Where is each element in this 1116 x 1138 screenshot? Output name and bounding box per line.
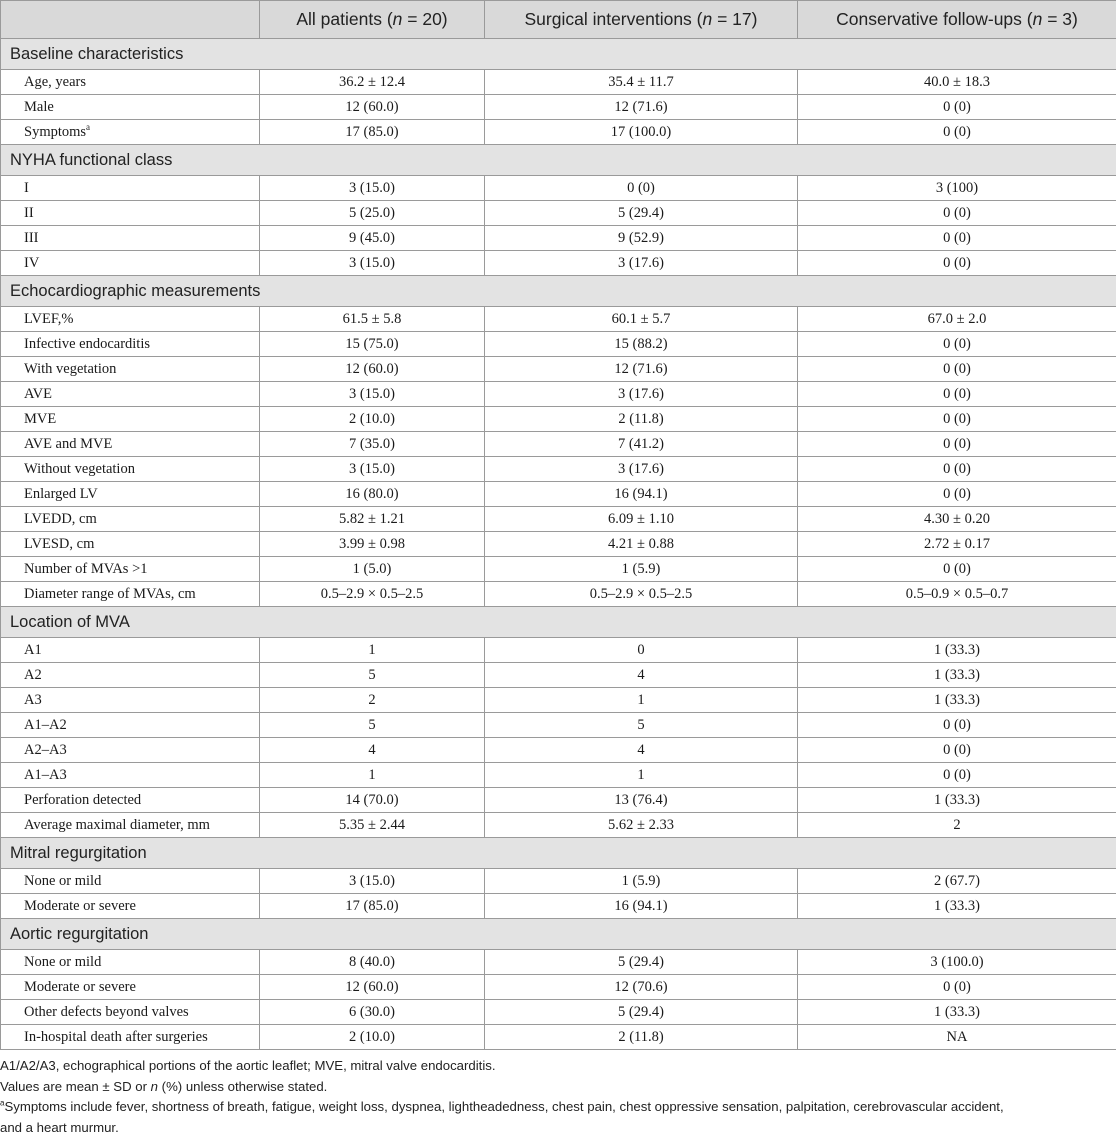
row-label [1, 582, 260, 607]
cell-conservative: 2 [798, 813, 1116, 838]
row-label [1, 532, 260, 557]
row-label [1, 407, 260, 432]
row-label-text: IV [24, 255, 39, 271]
table-footnotes [0, 1056, 1116, 1138]
cell-all-patients: 2 (10.0) [260, 1025, 485, 1050]
section-header-aortic [1, 919, 1116, 950]
section-header-echo [1, 276, 1116, 307]
row-label [1, 307, 260, 332]
cell-all-patients: 3 (15.0) [260, 869, 485, 894]
cell-surgical: 5.62 ± 2.33 [485, 813, 798, 838]
row-label [1, 201, 260, 226]
table-row [1, 251, 1116, 276]
cell-conservative: 1 (33.3) [798, 894, 1116, 919]
cell-conservative: 0 (0) [798, 357, 1116, 382]
cell-surgical: 2 (11.8) [485, 407, 798, 432]
row-label [1, 482, 260, 507]
row-label-text: Other defects beyond valves [24, 1004, 189, 1020]
cell-surgical: 4 [485, 663, 798, 688]
row-label [1, 869, 260, 894]
cell-conservative: 0 (0) [798, 557, 1116, 582]
row-label-text: A1 [24, 642, 42, 658]
cell-all-patients: 9 (45.0) [260, 226, 485, 251]
cell-all-patients: 36.2 ± 12.4 [260, 70, 485, 95]
table-row [1, 582, 1116, 607]
cell-surgical: 5 (29.4) [485, 1000, 798, 1025]
row-label-text: Average maximal diameter, mm [24, 817, 210, 833]
cell-surgical: 9 (52.9) [485, 226, 798, 251]
cell-all-patients: 15 (75.0) [260, 332, 485, 357]
header-conservative-follow-ups: Conservative follow-ups (n = 3) [798, 1, 1116, 39]
table-row [1, 688, 1116, 713]
row-label-text: Symptoms [24, 124, 86, 140]
row-label-text: None or mild [24, 873, 101, 889]
cell-conservative: 0 (0) [798, 382, 1116, 407]
cell-all-patients: 5 [260, 663, 485, 688]
row-label [1, 507, 260, 532]
table-row [1, 120, 1116, 145]
cell-conservative: 1 (33.3) [798, 638, 1116, 663]
section-title: Location of MVA [1, 607, 1116, 638]
cell-surgical: 16 (94.1) [485, 894, 798, 919]
table-row [1, 557, 1116, 582]
cell-surgical: 1 [485, 688, 798, 713]
cell-conservative: 0 (0) [798, 95, 1116, 120]
cell-conservative: 0 (0) [798, 251, 1116, 276]
section-title: NYHA functional class [1, 145, 1116, 176]
row-label [1, 357, 260, 382]
row-label [1, 457, 260, 482]
row-label [1, 638, 260, 663]
header-all-patients: All patients (n = 20) [260, 1, 485, 39]
cell-surgical: 0 (0) [485, 176, 798, 201]
cell-all-patients: 7 (35.0) [260, 432, 485, 457]
row-label [1, 713, 260, 738]
section-header-nyha [1, 145, 1116, 176]
cell-surgical: 0 [485, 638, 798, 663]
row-label-text: III [24, 230, 39, 246]
row-label-text: Enlarged LV [24, 486, 98, 502]
cell-surgical: 16 (94.1) [485, 482, 798, 507]
cell-all-patients: 3 (15.0) [260, 457, 485, 482]
row-label-text: Without vegetation [24, 461, 135, 477]
cell-all-patients: 1 (5.0) [260, 557, 485, 582]
cell-surgical: 6.09 ± 1.10 [485, 507, 798, 532]
cell-all-patients: 5 [260, 713, 485, 738]
table-row [1, 332, 1116, 357]
cell-conservative: 0 (0) [798, 226, 1116, 251]
row-label [1, 332, 260, 357]
row-label [1, 950, 260, 975]
cell-all-patients: 5.35 ± 2.44 [260, 813, 485, 838]
cell-conservative: 1 (33.3) [798, 688, 1116, 713]
row-label-text: A2 [24, 667, 42, 683]
table-row [1, 70, 1116, 95]
row-label [1, 975, 260, 1000]
table-row [1, 307, 1116, 332]
cell-conservative: 3 (100) [798, 176, 1116, 201]
cell-surgical: 1 (5.9) [485, 557, 798, 582]
header-blank-cell [1, 1, 260, 39]
cell-all-patients: 17 (85.0) [260, 894, 485, 919]
cell-conservative: 1 (33.3) [798, 1000, 1116, 1025]
cell-surgical: 2 (11.8) [485, 1025, 798, 1050]
cell-conservative: 67.0 ± 2.0 [798, 307, 1116, 332]
cell-conservative: 0 (0) [798, 120, 1116, 145]
cell-surgical: 12 (71.6) [485, 95, 798, 120]
table-row [1, 357, 1116, 382]
row-label-text: Moderate or severe [24, 979, 136, 995]
table-row [1, 869, 1116, 894]
row-label-text: Number of MVAs >1 [24, 561, 148, 577]
cell-conservative: 2.72 ± 0.17 [798, 532, 1116, 557]
cell-all-patients: 17 (85.0) [260, 120, 485, 145]
table-row [1, 407, 1116, 432]
cell-conservative: 0 (0) [798, 713, 1116, 738]
cell-all-patients: 5 (25.0) [260, 201, 485, 226]
row-label-text: LVEDD, cm [24, 511, 97, 527]
cell-surgical: 4.21 ± 0.88 [485, 532, 798, 557]
cell-surgical: 13 (76.4) [485, 788, 798, 813]
section-title: Aortic regurgitation [1, 919, 1116, 950]
cell-conservative: 1 (33.3) [798, 788, 1116, 813]
section-header-baseline [1, 39, 1116, 70]
table-row [1, 638, 1116, 663]
cell-conservative: 0 (0) [798, 332, 1116, 357]
table-row [1, 507, 1116, 532]
row-label-text: MVE [24, 411, 56, 427]
row-label-text: Infective endocarditis [24, 336, 150, 352]
table-row [1, 713, 1116, 738]
cell-all-patients: 2 (10.0) [260, 407, 485, 432]
cell-surgical: 15 (88.2) [485, 332, 798, 357]
table-row [1, 950, 1116, 975]
row-label [1, 226, 260, 251]
row-label-text: LVESD, cm [24, 536, 94, 552]
cell-all-patients: 12 (60.0) [260, 95, 485, 120]
row-label [1, 95, 260, 120]
cell-conservative: 0 (0) [798, 738, 1116, 763]
row-label [1, 1025, 260, 1050]
cell-surgical: 12 (70.6) [485, 975, 798, 1000]
cell-conservative: 0 (0) [798, 407, 1116, 432]
row-label [1, 1000, 260, 1025]
cell-all-patients: 4 [260, 738, 485, 763]
table-row [1, 1000, 1116, 1025]
section-header-location [1, 607, 1116, 638]
cell-conservative: 0 (0) [798, 457, 1116, 482]
cell-surgical: 5 [485, 713, 798, 738]
cell-surgical: 60.1 ± 5.7 [485, 307, 798, 332]
cell-all-patients: 12 (60.0) [260, 357, 485, 382]
table-row [1, 788, 1116, 813]
cell-all-patients: 2 [260, 688, 485, 713]
table-body [1, 39, 1116, 1050]
row-label-text: AVE and MVE [24, 436, 112, 452]
table-row [1, 663, 1116, 688]
table-row [1, 763, 1116, 788]
footnote-marker: a [86, 122, 90, 132]
cell-conservative: 2 (67.7) [798, 869, 1116, 894]
cell-all-patients: 6 (30.0) [260, 1000, 485, 1025]
row-label [1, 432, 260, 457]
cell-conservative: 0 (0) [798, 763, 1116, 788]
cell-surgical: 1 [485, 763, 798, 788]
table-row [1, 532, 1116, 557]
cell-surgical: 1 (5.9) [485, 869, 798, 894]
footnote-symptoms-continued: and a heart murmur. [0, 1118, 1116, 1138]
table-row [1, 894, 1116, 919]
row-label [1, 176, 260, 201]
row-label [1, 763, 260, 788]
row-label-text: I [24, 180, 29, 196]
cell-conservative: 0 (0) [798, 432, 1116, 457]
row-label [1, 663, 260, 688]
row-label-text: In-hospital death after surgeries [24, 1029, 208, 1045]
cell-all-patients: 3 (15.0) [260, 251, 485, 276]
row-label [1, 894, 260, 919]
table-row [1, 738, 1116, 763]
cell-surgical: 35.4 ± 11.7 [485, 70, 798, 95]
row-label-text: A3 [24, 692, 42, 708]
row-label-text: Male [24, 99, 54, 115]
cell-surgical: 4 [485, 738, 798, 763]
cell-all-patients: 5.82 ± 1.21 [260, 507, 485, 532]
row-label [1, 788, 260, 813]
row-label-text: Perforation detected [24, 792, 141, 808]
table-header-row [1, 1, 1116, 39]
cell-conservative: NA [798, 1025, 1116, 1050]
row-label [1, 70, 260, 95]
row-label-text: AVE [24, 386, 52, 402]
row-label-text: With vegetation [24, 361, 116, 377]
row-label-text: None or mild [24, 954, 101, 970]
row-label [1, 813, 260, 838]
cell-surgical: 5 (29.4) [485, 950, 798, 975]
table-row [1, 201, 1116, 226]
cell-all-patients: 3 (15.0) [260, 176, 485, 201]
row-label [1, 251, 260, 276]
section-title: Baseline characteristics [1, 39, 1116, 70]
cell-surgical: 3 (17.6) [485, 382, 798, 407]
table-row [1, 432, 1116, 457]
row-label-text: LVEF,% [24, 311, 73, 327]
row-label-text: A1–A2 [24, 717, 67, 733]
cell-conservative: 0.5–0.9 × 0.5–0.7 [798, 582, 1116, 607]
row-label-text: A2–A3 [24, 742, 67, 758]
row-label [1, 738, 260, 763]
row-label [1, 688, 260, 713]
section-title: Mitral regurgitation [1, 838, 1116, 869]
row-label [1, 557, 260, 582]
cell-surgical: 0.5–2.9 × 0.5–2.5 [485, 582, 798, 607]
cell-surgical: 5 (29.4) [485, 201, 798, 226]
cell-all-patients: 0.5–2.9 × 0.5–2.5 [260, 582, 485, 607]
cell-all-patients: 12 (60.0) [260, 975, 485, 1000]
header-surgical-interventions: Surgical interventions (n = 17) [485, 1, 798, 39]
cell-conservative: 4.30 ± 0.20 [798, 507, 1116, 532]
cell-all-patients: 3.99 ± 0.98 [260, 532, 485, 557]
table-row [1, 382, 1116, 407]
cell-conservative: 3 (100.0) [798, 950, 1116, 975]
cell-all-patients: 1 [260, 763, 485, 788]
cell-surgical: 17 (100.0) [485, 120, 798, 145]
cell-conservative: 1 (33.3) [798, 663, 1116, 688]
row-label [1, 382, 260, 407]
cell-all-patients: 14 (70.0) [260, 788, 485, 813]
cell-all-patients: 16 (80.0) [260, 482, 485, 507]
row-label-text: Age, years [24, 74, 86, 90]
footnote-values: Values are mean ± SD or n (%) unless otherwise stated. [0, 1077, 1116, 1098]
cell-surgical: 7 (41.2) [485, 432, 798, 457]
cell-all-patients: 1 [260, 638, 485, 663]
row-label-text: Moderate or severe [24, 898, 136, 914]
table-row [1, 1025, 1116, 1050]
footnote-abbreviations: A1/A2/A3, echographical portions of the aortic leaflet; MVE, mitral valve endocarditis. [0, 1056, 1116, 1077]
table-row [1, 975, 1116, 1000]
cell-surgical: 12 (71.6) [485, 357, 798, 382]
cell-all-patients: 61.5 ± 5.8 [260, 307, 485, 332]
table-row [1, 813, 1116, 838]
cell-surgical: 3 (17.6) [485, 251, 798, 276]
row-label-text: II [24, 205, 34, 221]
row-label [1, 120, 260, 145]
table-row [1, 457, 1116, 482]
section-title: Echocardiographic measurements [1, 276, 1116, 307]
footnote-symptoms: $^a$Symptoms include fever, shortness of breath, fatigue, weight loss, dyspnea, lightheadedness, chest pain, chest oppressive sensation, palpitation, cerebrovascular accident, [0, 1097, 1116, 1118]
cell-conservative: 0 (0) [798, 482, 1116, 507]
cell-conservative: 0 (0) [798, 201, 1116, 226]
section-header-mitral [1, 838, 1116, 869]
table-row [1, 226, 1116, 251]
cell-surgical: 3 (17.6) [485, 457, 798, 482]
table-row [1, 95, 1116, 120]
cell-all-patients: 3 (15.0) [260, 382, 485, 407]
row-label-text: A1–A3 [24, 767, 67, 783]
table-row [1, 482, 1116, 507]
cell-all-patients: 8 (40.0) [260, 950, 485, 975]
cell-conservative: 40.0 ± 18.3 [798, 70, 1116, 95]
cell-conservative: 0 (0) [798, 975, 1116, 1000]
table-row [1, 176, 1116, 201]
row-label-text: Diameter range of MVAs, cm [24, 586, 196, 602]
